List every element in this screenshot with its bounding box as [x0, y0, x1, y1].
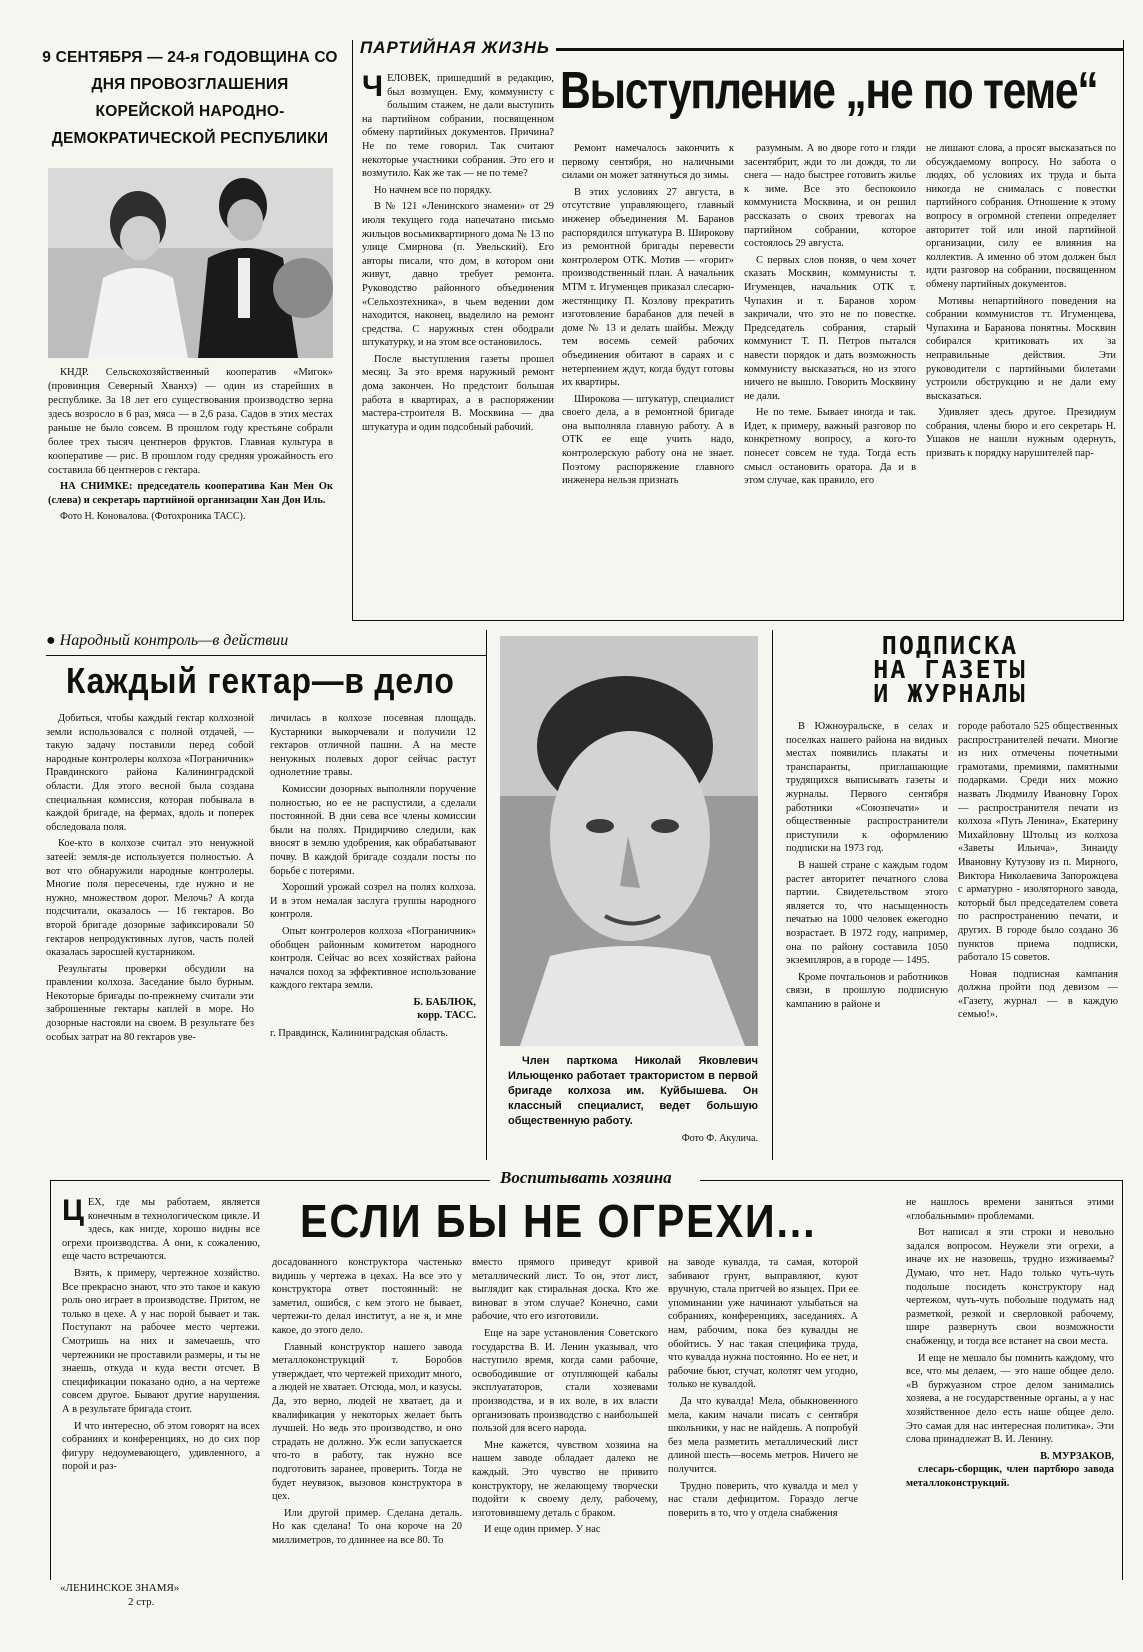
party-p: Удивляет здесь другое. Президиум собрания, члены бюро и его секретарь Н. Ушаков не нашли нужным одернуть, призвать к порядку нарушителей пар-: [926, 407, 1116, 460]
flaws-col-4: [668, 1256, 858, 1646]
party-rubric: ПАРТИЙНАЯ ЖИЗНЬ: [360, 38, 556, 58]
hectare-author: Б. БАБЛЮК,: [413, 996, 476, 1008]
flaws-p: на заводе кувалда, та самая, которой забивают грунт, выправляют, куют вручную, стала притчей во языцех. При ее упоминании уже начинают улыбаться на собраниях, конференциях, заседаниях. А нам, рабочим, пока без кувалды не обойтись. У нас такая специфика труда, что кувалда нужна постоянно. Но ее нет, и рабочие бьют, стучат, колотят чем угодно, только не кувалдой.: [668, 1257, 858, 1391]
korea-body: КНДР. Сельскохозяйственный кооператив «Мигок» (провинция Северный Хванхэ) — один из старейших в республике. За 18 лет его существования производство зерна здесь возросло в 6 раз, мяса — в 2,6 раза. Садов в этих местах раньше не было совсем. В прошлом году крестьяне собрали более трех тысяч центнеров фруктов. Главная культура в кооперативе — рис. В прошлом году средняя урожайность его составила 66 центнеров с гектара.: [48, 367, 333, 476]
subscription-headline-line: НА ГАЗЕТЫ: [873, 655, 1027, 684]
flaws-headline: ЕСЛИ БЫ НЕ ОГРЕХИ...: [300, 1195, 817, 1247]
divider-vertical: [772, 630, 773, 1160]
hectare-p: Добиться, чтобы каждый гектар колхозной земли использовался с полной отдачей, — такую задачу поставили перед собой народные контролеры колхоза «Пограничник» Правдинского района Калининградской области. Для этого весной была создана специальная комиссия, которая побывала в каждой бригаде, на фермах, вдоль и поперек обследовала поля.: [46, 713, 254, 833]
portrait-credit: Фото Ф. Акулича.: [681, 1133, 758, 1144]
hectare-col-2: [270, 712, 476, 1152]
divider-horizontal: [700, 1180, 1122, 1181]
people-photo-image: [48, 168, 333, 358]
footer-paper-name: «ЛЕНИНСКОЕ ЗНАМЯ»: [60, 1582, 180, 1594]
party-p: После выступления газеты прошел месяц. За это время наружный ремонт дома закончен. Но предстоит большая работа в квартирах, а в распоряжении мастера-строителя В. Москвина — два штукатура и один подсобный рабочий.: [362, 353, 554, 433]
divider-horizontal: [352, 620, 1124, 621]
subscription-p: Кроме почтальонов и работников связи, в прошлую подписную кампанию в районе и: [786, 971, 948, 1010]
korea-photo: [48, 168, 333, 358]
party-col-3: [744, 142, 916, 612]
divider-vertical: [352, 40, 353, 620]
portrait-caption-text: Член парткома Николай Яковлевич Ильющенко работает трактористом в первой бригаде колхоза им. Куйбышева. Он классный специалист, ведет большую общественную работу.: [508, 1055, 758, 1127]
flaws-p: И еще не мешало бы помнить каждому, что все, что мы делаем, — это наше общее дело. «В буржуазном строе делом занимались хозяева, а не государственные органы, а у нас хозяйственное дело есть наше общее дело. Это самая для нас интересная политика». Эти слова принадлежат В. И. Ленину.: [906, 1352, 1114, 1446]
party-p: не лишают слова, а просят высказаться по обсуждаемому вопросу. Но забота о людях, об условиях их труда и быта никогда не снималась с повестки партийного собрания. Отношение к этому вопросу в огромной степени определяет авторитет той или иной партийной организации, силу ее влияния на коллектив. А именно об этом должен был идти разговор на собрании, посвященном обмену партийных документов.: [926, 143, 1116, 290]
party-p: разумным. А во дворе гото и гляди засентябрит, жди то ли дождя, то ли снега — надо быстрее готовить жилье к зиме. Все это беспокоило коммуниста Москвина, и он решил рассказать о своих тревогах на партийном собрании, которое состоялось 29 августа.: [744, 143, 916, 250]
party-headline: Выступление „не по теме“: [560, 62, 1098, 120]
subscription-p: В Южноуральске, в селах и поселках нашего района на видных местах появились плакаты и транспаранты, приглашающие трудящихся выписывать газеты и журналы. Первого сентября работники «Союзпечати» и общественные распространители приступили к оформлению подписки на 1973 год.: [786, 721, 948, 855]
flaws-p: Мне кажется, чувством хозяина на нашем заводе обладает далеко не каждый. Это чувство не привито конструктору, не желающему творчески подойти к своему делу, рабочему, изготовившему деталь с браком.: [472, 1439, 658, 1519]
korea-photo-credit: Фото Н. Коновалова. (Фотохроника ТАСС).: [60, 511, 246, 522]
party-col-2: [562, 142, 734, 612]
party-p: В этих условиях 27 августа, в отсутствие управляющего, главный инженер объединения М. Баранов распорядился штукатура В. Широкову из ремонтной бригады перевести контролером ОТК. Мотив — «горит» производственный план. А начальник МТМ т. Игуменцев приказал слесарю-жестянщику П. Козлову прекратить изготовление барабанов для печей в доме № 13 и делать шайбы. Между тем восемь семей рабочих объединения обитают в сараях и с нетерпением ждут, когда будут готовы их квартиры.: [562, 186, 734, 389]
hectare-place: г. Правдинск, Калининградская область.: [270, 1028, 448, 1040]
party-p: Не по теме. Бывает иногда и так. Идет, к примеру, важный разговор по конкретному вопросу, а кого-то понесет совсем не туда. Тогда есть смысл остановить оратора. Да и в этом случае, как правило, его: [744, 407, 916, 487]
hectare-p: Хороший урожай созрел на полях колхоза. И в этом немалая заслуга группы народного контроля.: [270, 882, 476, 921]
hectare-p: Опыт контролеров колхоза «Пограничник» обобщен районным комитетом народного контроля. Сейчас во всех хозяйствах района начался поход за эффективное использование каждого гектара земли.: [270, 925, 476, 992]
hectare-rubric: ● Народный контроль—в действии: [46, 632, 289, 649]
divider-vertical: [486, 630, 487, 1160]
divider-vertical: [1123, 40, 1124, 620]
flaws-p: Еще на заре установления Советского государства В. И. Ленин указывал, что наступило время, когда сами рабочие, освободившие от отупляющей кабалы эксплуататоров, стали хозяевами производства, и в их воле, в их власти организовать производство с наибольшей пользой для всего народа.: [472, 1327, 658, 1435]
korea-text: [48, 366, 333, 526]
korea-photo-caption: НА СНИМКЕ: председатель кооператива Кан Мен Ок (слева) и секретарь партийной организации Хан Дон Иль.: [48, 481, 333, 506]
flaws-col-2: [272, 1256, 462, 1646]
tractor-driver-photo-image: [500, 636, 758, 1046]
rubric-rule: [46, 655, 486, 656]
flaws-author: В. МУРЗАКОВ,: [1040, 1450, 1114, 1462]
party-col-4: [926, 142, 1116, 612]
hectare-p: личилась в колхозе посевная площадь. Кустарники выкорчевали и получили 12 гектаров отличной пашни. А на месте ненужных полевых дорог сейчас растут однолетние травы.: [270, 713, 476, 779]
divider-vertical: [50, 1180, 51, 1580]
party-p: В № 121 «Ленинского знамени» от 29 июля текущего года напечатано письмо жильцов восьмиквартирного дома № 13 по улице Смирнова (п. Увельский). Его авторы писали, что дом, в котором они живут, давно требует ремонта. Руководство районного объединения «Сельхозтехника», в чьем ведении дом находится, наконец, выделило на ремонт средства. С наружных стен ободрали штукатурку, и на этом все остановилось.: [362, 201, 554, 349]
portrait-caption: [508, 1054, 758, 1146]
party-p: Широкова — штукатур, специалист своего дела, а в ремонтной бригаде она выполняла главную работу. А в ОТК ее еще учить надо, контролерскую работу она не знает. Поэтому распоряжение главного инженера нельзя признать: [562, 393, 734, 487]
rubric-rule: [540, 48, 1124, 51]
subscription-headline: [780, 631, 1120, 708]
divider-vertical: [1122, 1180, 1123, 1580]
subscription-headline-line: И ЖУРНАЛЫ: [873, 679, 1027, 708]
flaws-p: Или другой пример. Сделана деталь. Но как сделана! То она короче на 20 миллиметров, то длиннее на все 80. То: [272, 1507, 462, 1546]
party-col-1: [362, 72, 554, 612]
subscription-headline-line: ПОДПИСКА: [881, 631, 1019, 660]
flaws-p: вместо прямого приведут кривой металлический лист. То он, этот лист, выглядит как стиральная доска. Кто же виноват в этом случае? Конечно, сами рабочие, что его изготовили.: [472, 1257, 658, 1323]
divider-horizontal: [50, 1180, 490, 1181]
subscription-p: Новая подписная кампания должна пройти под девизом — «Газету, журнал — в каждую семью!».: [958, 968, 1118, 1021]
flaws-p: ЕХ, где мы работаем, является конечным в технологическом цикле. И здесь, как нигде, хорошо видны все огрехи производства. А они, к сожалению, еще часто встречаются.: [62, 1197, 260, 1263]
hectare-p: Комиссии дозорных выполняли поручение полностью, но ее не распустили, а сделали постоянной. В дни сева все члены комиссии были на полях. Придирчиво следили, как вносят в землю удобрения, как обрабатывают почву. В каждой бригаде создали посты по борьбе с потерями.: [270, 783, 476, 877]
flaws-p: Вот написал я эти строки и невольно задался вопросом. Неужели эти огрехи, а иначе их не назовешь, трудно изживаемы? Думаю, что нет. Надо только чуть-чуть подольше посидеть конструктору над чертежом, чуть-чуть побольше подумать над разметкой, резкой и сверловкой рабочему, шире развернуть свои возможности снабженцу, и тогда все встанет на свои места.: [906, 1227, 1114, 1347]
flaws-p: Да что кувалда! Мела, обыкновенного мела, каким начали писать с сентября школьники, у нас не найдешь. А попробуй без мела разметить металлический лист длиной шесть—восемь метров. Ничего не получится.: [668, 1395, 858, 1475]
flaws-p: И что интересно, об этом говорят на всех собраниях и конференциях, но до сих пор фигуру недоумевающего, удивленного, а порой и раз-: [62, 1420, 260, 1473]
flaws-p: не нашлось времени заняться этими «глобальными» проблемами.: [906, 1197, 1114, 1222]
subscription-col-2: [958, 720, 1118, 1155]
party-p: Ремонт намечалось закончить к первому сентября, но наличными силами он может затянуться до зимы.: [562, 143, 734, 182]
party-p: С первых слов поняв, о чем хочет сказать Москвин, коммунисты т. Игуменцев, начальник ОТК т. Чупахин и т. Баранов хором закричали, что это не по повестке. Председатель собрания, старый коммунист Т. П. Петров пытался навести порядок и дать возможность коммунисту высказаться, но из этого ничего не вышло. Говорить Москвину не дали.: [744, 254, 916, 402]
subscription-col-1: [786, 720, 948, 1155]
party-p: ЕЛОВЕК, пришедший в редакцию, был возмущен. Ему, коммунисту с большим стажем, не дали выступить на партийном собрании, посвященном обмену партийных документов. Причина? Не по теме говорил. Так считают некоторые участники собрания. Это его и возмутило. Как же так — не по теме?: [362, 73, 554, 180]
hectare-headline: Каждый гектар—в дело: [66, 660, 455, 701]
korea-article: [40, 40, 340, 600]
flaws-col-5: [906, 1196, 1114, 1646]
subscription-p: В нашей стране с каждым годом растет авторитет печатного слова партии. Свидетельством этого является то, что насыщенность печатью на 1000 человек ежегодно возрастает. В 1972 году, например, она по району составила 1050 экземпляров, а в городе — 1495.: [786, 859, 948, 967]
flaws-rubric: Воспитывать хозяина: [500, 1168, 672, 1187]
flaws-p: Трудно поверить, что кувалда и мел у нас стали дефицитом. Гораздо легче поверить в то, что у отдела снабжения: [668, 1480, 858, 1519]
hectare-col-1: [46, 712, 254, 1152]
flaws-p: досадованного конструктора частенько видишь у чертежа в цехах. На все это у конструктора ответ постоянный: не заметил, ошибся, с кем этого не бывает, чертежи-то делал институт, а не я, и мне какое, до этого дело.: [272, 1257, 462, 1336]
party-p: Но начнем все по порядку.: [374, 184, 492, 196]
hectare-p: Результаты проверки обсудили на правлении колхоза. Заседание было бурным. Некоторые бригады по-прежнему считали эти заброшенные гектары каплей в море. Но дозорные настояли на своем. В результате без особых затрат на 80 гектаров уве-: [46, 963, 254, 1043]
flaws-col-3: [472, 1256, 658, 1646]
subscription-p: городе работало 525 общественных распространителей печати. Многие из них отмечены почетными грамотами, премиями, памятными подарками. Среди них можно назвать Людмилу Ивановну Горох — распространителя печати из колхоза «Путь Ленина», Екатерину Михайловну Штольц из колхоза «Заветы Ильича», Зинаиду Ивановну Кутузову из п. Мирного, Виктора Николаевича Запорожцева с арматурно - изоляторного завода, который был председателем совета по распространению печати, и других. В городе было создано 36 пунктов приема подписки, работало 15 советов.: [958, 721, 1118, 964]
portrait-photo: [500, 636, 758, 1046]
flaws-p: Взять, к примеру, чертежное хозяйство. Все прекрасно знают, что это такое и какую роль оно играет в производстве. Притом, не только в цехе. А у нас порой бывает и так. Поступают на рабочее место чертежи. Смотришь на них и замечаешь, что чертежники не проставили размеры, и ты не знаешь, откуда и куда вести отсчет. В спецификации показано одно, а на чертеже совсем другое. Бывают другие нарушения. А в результате бригада стоит.: [62, 1267, 260, 1415]
hectare-p: Кое-кто в колхозе считал это ненужной затеей: земля-де используется полностью. А вот что обнаружили народные контролеры. Многие поля пересечены, где нужно и не нужно, множеством дорог. Мелочь? А когда подсчитали, оказалось — 16 гектаров. Во второй бригаде дозорные зафиксировали 50 гектаров непродуктивных лугов, часть полей оказалась заросшей кустарником.: [46, 838, 254, 959]
footer-page-number: 2 стр.: [128, 1596, 155, 1608]
flaws-dropcap: Ц: [62, 1196, 84, 1227]
flaws-p: Главный конструктор нашего завода металлоконструкций т. Боробов утверждает, что чертежей приходит много, а людей не хватает. Отсюда, мол, и казусы. Да, это верно, людей не хватает, да и квалификация у некоторых желает быть лучшей. Но ведь это производство, и оно страдать не должно. Уж если запускается что-то в работу, так нужно все подготовить заранее, проверить. Тогда не будет неувязок, вызовов конструктора в цех.: [272, 1341, 462, 1503]
korea-headline: 9 СЕНТЯБРЯ — 24-я ГОДОВЩИНА СО ДНЯ ПРОВОЗГЛАШЕНИЯ КОРЕЙСКОЙ НАРОДНО-ДЕМОКРАТИЧЕСКОЙ РЕСПУБЛИКИ: [42, 49, 338, 147]
party-p: Мотивы непартийного поведения на собрании коммунистов тт. Игуменцева, Чупахина и Баранова понятны. Москвин собирался критиковать их за неправильные действия. Эти руководители с партийными билетами устроили обструкцию и не дали ему высказаться.: [926, 295, 1116, 402]
party-dropcap: Ч: [362, 72, 384, 103]
hectare-author-role: корр. ТАСС.: [417, 1010, 476, 1022]
flaws-col-1: [62, 1196, 260, 1576]
flaws-author-role: слесарь-сборщик, член партбюро завода металлоконструкций.: [906, 1464, 1114, 1489]
flaws-p: И еще один пример. У нас: [484, 1524, 601, 1536]
